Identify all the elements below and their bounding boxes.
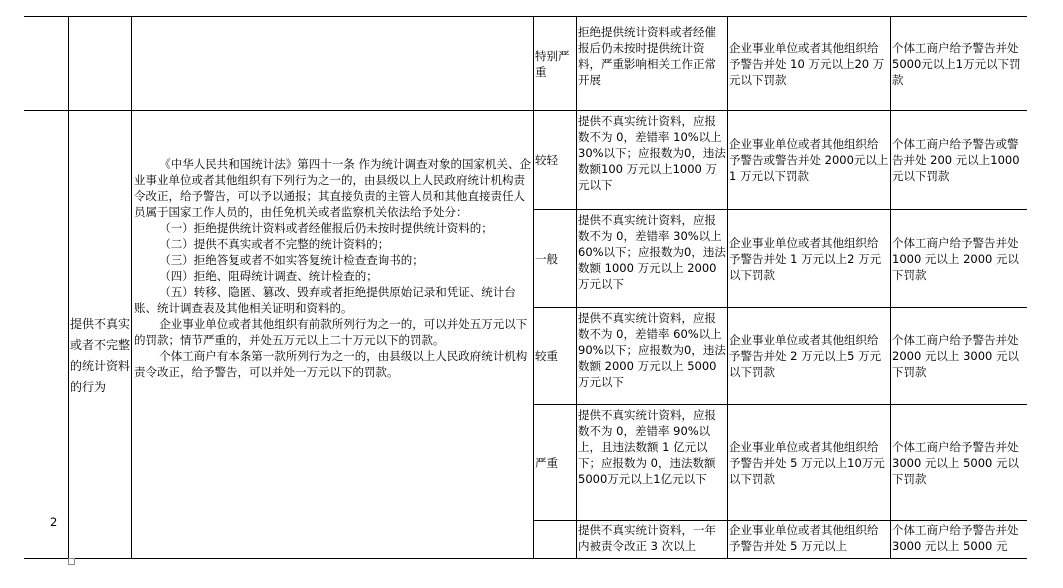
org-penalty-text: 企业事业单位或者其他组织给予警告并处 5 万元以上 — [729, 523, 879, 553]
provision-item: （四）拒绝、阻碍统计调查、统计检查的； — [159, 269, 378, 283]
org-penalty-text: 企业事业单位或者其他组织给予警告并处 2 万元以上5 万元以下罚款 — [729, 333, 882, 379]
column-divider — [533, 16, 534, 558]
condition-cell — [578, 113, 726, 209]
level-label: 特别严重 — [535, 48, 570, 79]
condition-text: 提供不真实统计资料，应报数不为 0，差错率 60%以上 90%以下；应报数为0，违法数额 2000 万元以上 5000 万元以下 — [578, 311, 726, 389]
provision-paragraph: 个体工商户有本条第一款所列行为之一的，由县级以上人民政府统计机构责令改正，给予警告，可以并处一万元以下的罚款。 — [134, 349, 528, 379]
individual-penalty-cell — [892, 522, 1026, 558]
condition-text: 提供不真实统计资料，应报数不为 0，差错率 90%以上，且违法数额 1 亿元以下；应报数为 0，违法数额5000万元以上1亿元以下 — [578, 408, 716, 486]
condition-cell — [578, 212, 726, 307]
level-label: 较重 — [535, 349, 558, 363]
individual-penalty-cell — [892, 210, 1026, 307]
provision-item: （三）拒绝答复或者不如实答复统计检查查询书的； — [159, 253, 424, 267]
org-penalty-text: 企业事业单位或者其他组织给予警告并处 10 万元以上20 万元以下罚款 — [729, 40, 885, 87]
individual-penalty-text: 个体工商户给予警告并处 1000 元以上 2000 元以下罚款 — [892, 235, 1019, 282]
level-cell — [535, 210, 575, 307]
table-border-bottom — [24, 558, 1027, 559]
behavior-cell — [70, 314, 130, 434]
level-cell — [535, 111, 575, 209]
column-divider — [68, 16, 69, 558]
individual-penalty-cell — [892, 405, 1026, 520]
org-penalty-text: 企业事业单位或者其他组织给予警告或警告并处 2000元以上 1 万元以下罚款 — [729, 137, 889, 183]
condition-cell — [578, 522, 726, 558]
org-penalty-cell — [729, 17, 889, 110]
org-penalty-text: 企业事业单位或者其他组织给予警告并处 5 万元以上10万元以下罚款 — [729, 439, 885, 486]
org-penalty-cell — [729, 111, 889, 209]
row-divider — [533, 520, 1027, 521]
provision-paragraph: 企业事业单位或者其他组织有前款所列行为之一的，可以并处五万元以下的罚款；情节严重的，并处五万元以上二十万元以下的罚款。 — [134, 317, 528, 347]
behavior-text: 提供不真实或者不完整的统计资料的行为 — [70, 317, 130, 394]
level-cell — [535, 17, 575, 110]
column-divider — [131, 16, 132, 558]
org-penalty-text: 企业事业单位或者其他组织给予警告并处 1 万元以上2 万元以下罚款 — [729, 235, 882, 282]
table-resize-handle[interactable] — [68, 558, 75, 565]
level-cell — [535, 521, 575, 558]
individual-penalty-text: 个体工商户给予警告并处 3000 元以上 5000 元以下罚款 — [892, 439, 1019, 486]
condition-cell — [578, 407, 726, 520]
level-label: 一般 — [535, 251, 558, 266]
individual-penalty-text: 个体工商户给予警告并处 3000 元以上 5000 元 — [892, 523, 1019, 553]
condition-text: 提供不真实统计资料，应报数不为 0，差错率 30%以上 60%以下；应报数为0，违法数额 1000 万元以上 2000 万元以下 — [578, 213, 726, 291]
level-label: 严重 — [535, 455, 558, 470]
org-penalty-cell — [729, 522, 889, 558]
individual-penalty-cell — [892, 111, 1026, 209]
item-number-cell — [50, 514, 66, 530]
level-cell — [535, 308, 575, 404]
provision-paragraph: 《中华人民共和国统计法》第四十一条 作为统计调查对象的国家机关、企业事业单位或者其他组织有下列行为之一的，由县级以上人民政府统计机构责令改正，给予警告，可以予以通报；其直接负责的主管人员和其他直接责任人员属于国家工作人员的，由任免机关或者监察机关依法给予处分： — [134, 157, 531, 219]
individual-penalty-text: 个体工商户给予警告并处 2000 元以上 3000 元以下罚款 — [892, 333, 1019, 379]
legal-provision-cell — [134, 156, 532, 456]
column-divider — [576, 16, 577, 558]
individual-penalty-cell — [892, 17, 1026, 110]
level-cell — [535, 405, 575, 520]
column-divider — [727, 16, 728, 558]
condition-cell — [578, 310, 726, 404]
org-penalty-cell — [729, 210, 889, 307]
item-number: 2 — [50, 515, 58, 529]
column-divider — [890, 16, 891, 558]
org-penalty-cell — [729, 405, 889, 520]
org-penalty-cell — [729, 308, 889, 404]
individual-penalty-cell — [892, 308, 1026, 404]
condition-text: 提供不真实统计资料，应报数不为 0，差错率 10%以上 30%以下；应报数为0，违法数额100 万元以上1000 万元以下 — [578, 114, 726, 192]
condition-cell — [578, 24, 726, 110]
provision-item: （五）转移、隐匿、篡改、毁弃或者拒绝提供原始记录和凭证、统计台账、统计调查表及其他相关证明和资料的。 — [134, 285, 516, 315]
level-label: 较轻 — [535, 153, 558, 167]
provision-item: （二）提供不真实或者不完整的统计资料的； — [159, 237, 390, 251]
individual-penalty-text: 个体工商户给予警告或警告并处 200 元以上1000 元以下罚款 — [892, 137, 1020, 183]
individual-penalty-text: 个体工商户给予警告并处5000元以上1万元以下罚款 — [892, 40, 1021, 87]
condition-text: 提供不真实统计资料，一年内被责令改正 3 次以上 — [578, 523, 716, 553]
provision-item: （一）拒绝提供统计资料或者经催报后仍未按时提供统计资料的； — [159, 221, 493, 235]
condition-text: 拒绝提供统计资料或者经催报后仍未按时提供统计资料，严重影响相关工作正常开展 — [578, 25, 716, 87]
